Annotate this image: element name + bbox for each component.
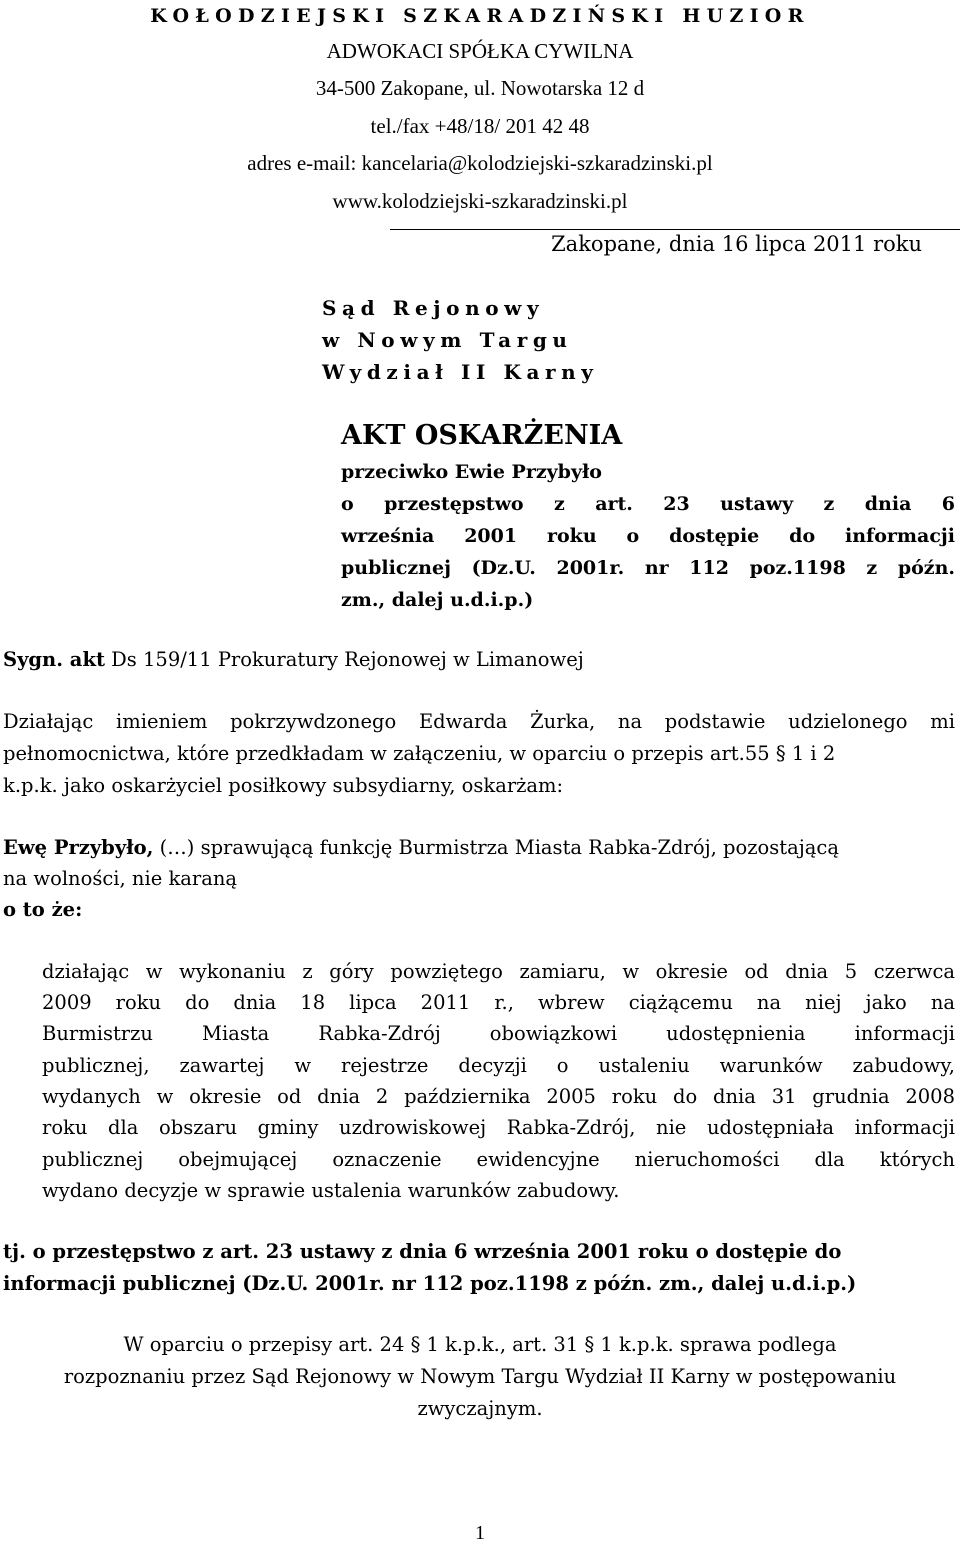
document-date: Zakopane, dnia 16 lipca 2011 roku — [551, 232, 922, 256]
court-name-line1: Sąd Rejonowy — [322, 296, 545, 320]
intro-line2-text: pełnomocnictwa, które przedkładam w załączeniu, w oparciu o przepis art.55 — [3, 742, 770, 765]
jurisdiction-line2: rozpoznaniu przez Sąd Rejonowy w Nowym Targu Wydział II Karny w postępowaniu — [63, 1365, 897, 1388]
firm-phone: tel./fax +48/18/ 201 42 48 — [370, 114, 590, 138]
accused-line2: na wolności, nie karaną — [3, 867, 238, 890]
court-name-line2: w Nowym Targu — [322, 328, 573, 352]
firm-name: KOŁODZIEJSKI SZKARADZIŃSKI HUZIOR — [150, 5, 810, 27]
jurisdiction-line1-b: 1 k.p.k., art. 31 — [426, 1333, 579, 1356]
case-text: Ds 159/11 Prokuratury Rejonowej w Limanowej — [111, 648, 584, 671]
subject-offense-line4: zm., dalej u.d.i.p.) — [341, 589, 534, 611]
case-reference — [3, 648, 584, 671]
qualification-line2: informacji publicznej (Dz.U. 2001r. nr 112 poz.1198 z późn. zm., dalej u.d.i.p.) — [3, 1272, 857, 1295]
accused-description: (…) sprawującą funkcję Burmistrza Miasta Rabka-Zdrój, pozostającą — [159, 836, 839, 859]
accused-name: Ewę Przybyło, — [3, 836, 154, 859]
charge-line1: działając w wykonaniu z góry powziętego zamiaru, w okresie od dnia 5 czerwca — [42, 960, 955, 983]
section-sign: § — [410, 1333, 421, 1356]
charge-line6: roku dla obszaru gminy uzdrowiskowej Rabka-Zdrój, nie udostępniała informacji — [42, 1116, 955, 1139]
firm-website[interactable]: www.kolodziejski-szkaradzinski.pl — [332, 189, 628, 213]
section-sign: § — [775, 742, 786, 765]
subject-offense-line2: września 2001 roku o dostępie do informacji — [341, 525, 955, 547]
jurisdiction-line1-a: W oparciu o przepisy art. 24 — [123, 1333, 405, 1356]
section-sign: § — [584, 1333, 595, 1356]
document-title: AKT OSKARŻENIA — [341, 420, 623, 451]
subject-offense-line1: o przestępstwo z art. 23 ustawy z dnia 6 — [341, 493, 955, 515]
header-divider — [390, 229, 960, 230]
intro-line2-tail: 1 i 2 — [791, 742, 836, 765]
firm-address: 34-500 Zakopane, ul. Nowotarska 12 d — [315, 76, 645, 100]
firm-type: ADWOKACI SPÓŁKA CYWILNA — [326, 39, 634, 63]
subject-against: przeciwko Ewie Przybyło — [341, 461, 602, 483]
charge-line5: wydanych w okresie od dnia 2 października 2005 roku do dnia 31 grudnia 2008 — [42, 1085, 955, 1108]
case-label: Sygn. akt — [3, 648, 105, 671]
qualification-line1: tj. o przestępstwo z art. 23 ustawy z dnia 6 września 2001 roku o dostępie do — [3, 1240, 842, 1263]
accused-line1 — [3, 836, 839, 859]
charge-line8: wydano decyzje w sprawie ustalenia warunków zabudowy. — [42, 1179, 620, 1202]
charge-line4: publicznej, zawartej w rejestrze decyzji o ustaleniu warunków zabudowy, — [42, 1054, 955, 1077]
jurisdiction-line1 — [0, 1333, 960, 1356]
intro-line2 — [3, 742, 835, 765]
charge-intro: o to że: — [3, 898, 83, 921]
court-division: Wydział II Karny — [322, 360, 599, 384]
intro-line1: Działając imieniem pokrzywdzonego Edwarda Żurka, na podstawie udzielonego mi — [3, 710, 955, 733]
firm-email[interactable]: adres e-mail: kancelaria@kolodziejski-szkaradzinski.pl — [247, 151, 713, 175]
intro-line3: k.p.k. jako oskarżyciel posiłkowy subsydiarny, oskarżam: — [3, 774, 564, 797]
charge-line2: 2009 roku do dnia 18 lipca 2011 r., wbrew ciążącemu na niej jako na — [42, 991, 955, 1014]
charge-line3: Burmistrzu Miasta Rabka-Zdrój obowiązkowi udostępnienia informacji — [42, 1022, 955, 1045]
page-number: 1 — [475, 1522, 485, 1544]
jurisdiction-line3: zwyczajnym. — [417, 1397, 543, 1420]
subject-offense-line3: publicznej (Dz.U. 2001r. nr 112 poz.1198 z późn. — [341, 557, 955, 579]
jurisdiction-line1-c: 1 k.p.k. sprawa podlega — [600, 1333, 837, 1356]
charge-line7: publicznej obejmującej oznaczenie ewidencyjne nieruchomości dla których — [42, 1148, 955, 1171]
